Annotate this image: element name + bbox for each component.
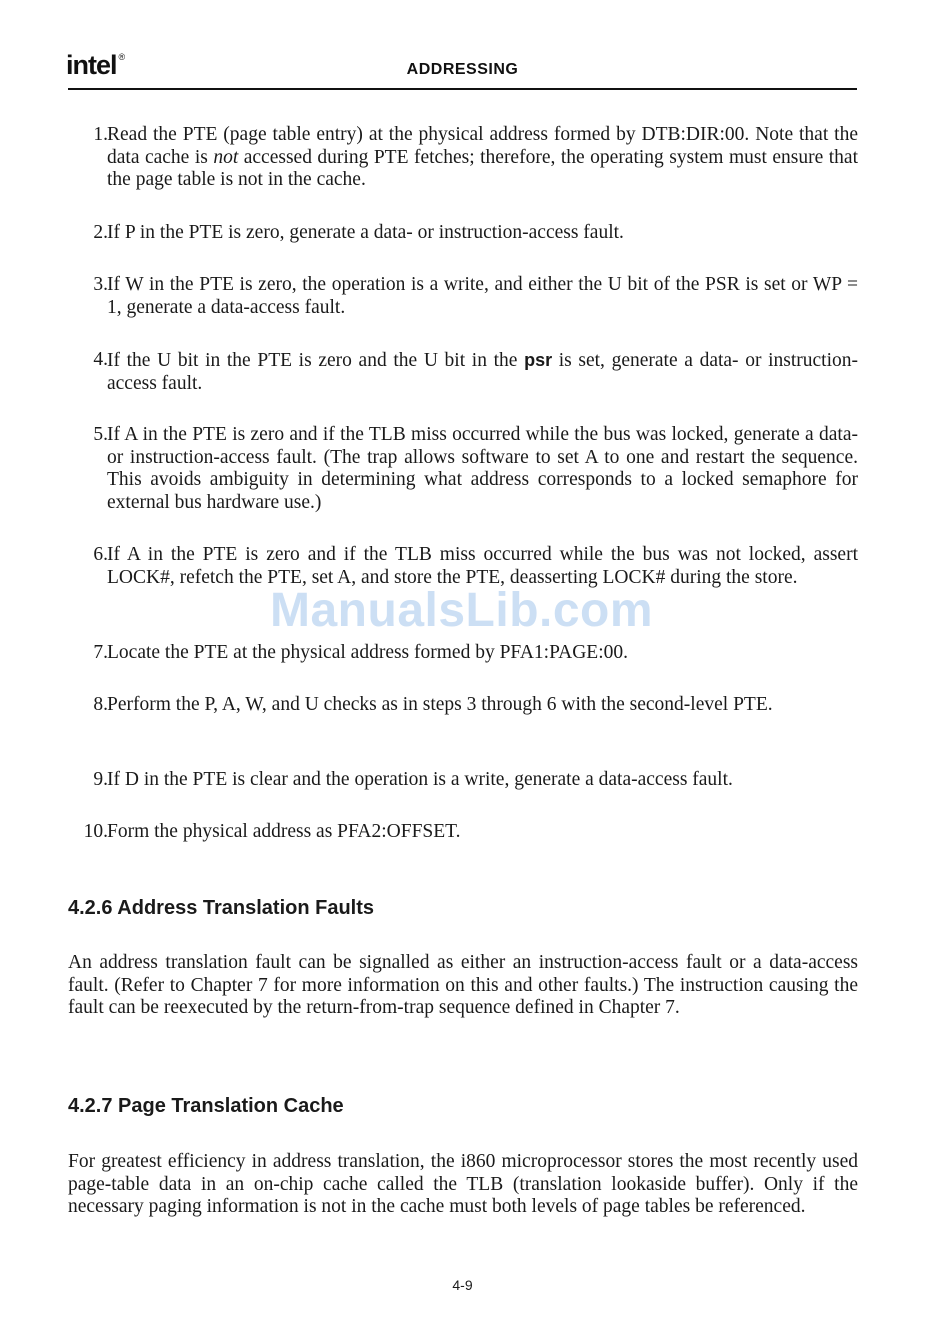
step-item (68, 349, 858, 395)
watermark: ManualsLib.com (270, 584, 654, 637)
step-number: 2. (93, 222, 108, 243)
register-name: psr (524, 350, 553, 370)
step-text (107, 124, 858, 192)
page-number: 4-9 (452, 1277, 473, 1293)
step-text-part: is set, generate a data- or instruction-access fault. (107, 350, 858, 394)
step-number: 4. (93, 349, 108, 370)
registered-mark: ® (118, 52, 125, 62)
step-text: If A in the PTE is zero and if the TLB miss occurred while the bus was not locked, assert LOCK#, refetch the PTE, set A, and store the PTE, deasserting LOCK# during the store. (107, 544, 858, 588)
step-item (68, 694, 858, 717)
step-item (68, 642, 858, 665)
step-number: 8. (93, 694, 108, 715)
step-number: 6. (93, 544, 108, 565)
step-number: 1. (93, 124, 108, 145)
step-item (68, 274, 858, 319)
step-item (68, 769, 858, 792)
step-number: 9. (93, 769, 108, 790)
step-item (68, 424, 858, 514)
step-text-part: Read the PTE (page table entry) at the physical address formed by DTB:DIR:00. Note that the data cache is (107, 124, 858, 168)
section-heading: 4.2.7 Page Translation Cache (68, 1095, 344, 1117)
step-number: 5. (93, 424, 108, 445)
step-item (68, 821, 858, 844)
step-item (68, 124, 858, 192)
step-text (107, 349, 858, 395)
step-number: 10. (83, 821, 108, 842)
step-item (68, 222, 858, 245)
step-text: If D in the PTE is clear and the operation is a write, generate a data-access fault. (107, 769, 733, 790)
step-text-part: If the U bit in the PTE is zero and the U bit in the (107, 350, 525, 371)
step-text: Perform the P, A, W, and U checks as in steps 3 through 6 with the second-level PTE. (107, 694, 773, 715)
section-paragraph: For greatest efficiency in address translation, the i860 microprocessor stores the most recently used page-table data in an on-chip cache called the TLB (translation lookaside buffer). Only if the necessary paging information is not in the cache must both levels of page tables be referenced. (68, 1151, 858, 1217)
step-emphasis: not (213, 146, 239, 168)
running-header-title: ADDRESSING (406, 61, 519, 78)
header-rule (68, 88, 857, 90)
step-text: If W in the PTE is zero, the operation is a write, and either the U bit of the PSR is set or WP = 1, generate a data-access fault. (107, 274, 858, 318)
section-heading: 4.2.6 Address Translation Faults (68, 897, 375, 919)
step-text: If A in the PTE is zero and if the TLB miss occurred while the bus was locked, generate a data- or instruction-access fault. (The trap allows software to set A to one and restart the sequence. This avoids ambiguity in determining what address corresponds to a locked semaphore for external bus hardware use.) (107, 424, 858, 513)
step-text-part: accessed during PTE fetches; therefore, the operating system must ensure that the page table is not in the cache. (107, 146, 858, 190)
step-text: Locate the PTE at the physical address formed by PFA1:PAGE:00. (107, 642, 628, 663)
step-number: 3. (93, 274, 108, 295)
section-paragraph: An address translation fault can be signalled as either an instruction-access fault or a data-access fault. (Refer to Chapter 7 for more information on this and other faults.) The instruction causing the fault can be reexecuted by the return-from-trap sequence defined in Chapter 7. (68, 952, 858, 1018)
step-number: 7. (93, 642, 108, 663)
step-text: If P in the PTE is zero, generate a data- or instruction-access fault. (107, 222, 624, 243)
step-text: Form the physical address as PFA2:OFFSET. (107, 821, 461, 842)
logo-wordmark: intel (66, 50, 117, 80)
